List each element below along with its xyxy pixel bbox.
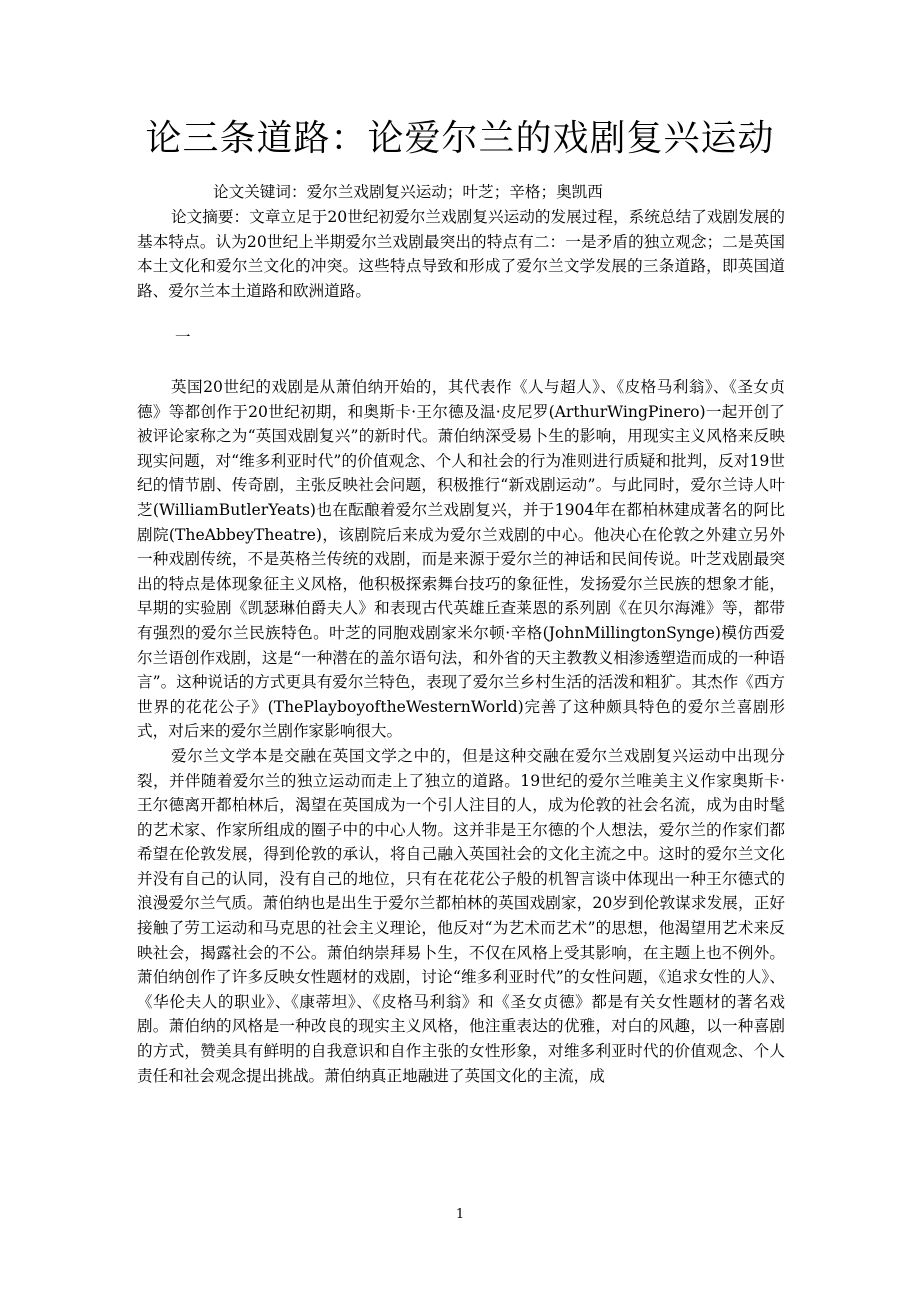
page-number: 1	[455, 1207, 465, 1222]
body-paragraph: 英国20世纪的戏剧是从萧伯纳开始的，其代表作《人与超人》、《皮格马利翁》、《圣女贞德》等都创作于20世纪初期，和奥斯卡·王尔德及温·皮尼罗(ArthurWingPinero)一起开创了被评论家称之为“英国戏剧复兴”的新时代。萧伯纳深受易卜生的影响，用现实主义风格来反映现实问题，对“维多利亚时代”的价值观念、个人和社会的行为准则进行质疑和批判，反对19世纪的情节剧、传奇剧，主张反映社会问题，积极推行“新戏剧运动”。与此同时，爱尔兰诗人叶芝(WilliamButlerYeats)也在酝酿着爱尔兰戏剧复兴，并于1904年在都柏林建成著名的阿比剧院(TheAbbeyTheatre)，该剧院后来成为爱尔兰戏剧的中心。他决心在伦敦之外建立另外一种戏剧传统，不是英格兰传统的戏剧，而是来源于爱尔兰的神话和民间传说。叶芝戏剧最突出的特点是体现象征主义风格，他积极探索舞台技巧的象征性，发扬爱尔兰民族的想象才能，早期的实验剧《凯瑟琳伯爵夫人》和表现古代英雄丘查莱恩的系列剧《在贝尔海滩》等，都带有强烈的爱尔兰民族特色。叶芝的同胞戏剧家米尔顿·辛格(JohnMillingtonSynge)模仿西爱尔兰语创作戏剧，这是“一种潜在的盖尔语句法，和外省的天主教教义相渗透塑造而成的一种语言”。这种说话的方式更具有爱尔兰特色，表现了爱尔兰乡村生活的活泼和粗犷。其杰作《西方世界的花花公子》(ThePlayboyoftheWesternWorld)完善了这种颇具特色的爱尔兰喜剧形式，对后来的爱尔兰剧作家影响很大。	[137, 378, 785, 741]
paper-title: 论三条道路：论爱尔兰的戏剧复兴运动	[145, 118, 775, 159]
body-paragraph: 爱尔兰文学本是交融在英国文学之中的，但是这种交融在爱尔兰戏剧复兴运动中出现分裂，并伴随着爱尔兰的独立运动而走上了独立的道路。19世纪的爱尔兰唯美主义作家奥斯卡·王尔德离开都柏林后，渴望在英国成为一个引人注目的人，成为伦敦的社会名流，成为由时髦的艺术家、作家所组成的圈子中的中心人物。这并非是王尔德的个人想法，爱尔兰的作家们都希望在伦敦发展，得到伦敦的承认，将自己融入英国社会的文化主流之中。这时的爱尔兰文化并没有自己的认同，没有自己的地位，只有在花花公子般的机智言谈中体现出一种王尔德式的浪漫爱尔兰气质。萧伯纳也是出生于爱尔兰都柏林的英国戏剧家，20岁到伦敦谋求发展，正好接触了劳工运动和马克思的社会主义理论，他反对“为艺术而艺术”的思想，他渴望用艺术来反映社会，揭露社会的不公。萧伯纳崇拜易卜生，不仅在风格上受其影响，在主题上也不例外。萧伯纳创作了许多反映女性题材的戏剧，讨论“维多利亚时代”的女性问题，《追求女性的人》、《华伦夫人的职业》、《康蒂坦》、《皮格马利翁》和《圣女贞德》都是有关女性题材的著名戏剧。萧伯纳的风格是一种改良的现实主义风格，他注重表达的优雅，对白的风趣，以一种喜剧的方式，赞美具有鲜明的自我意识和自作主张的女性形象，对维多利亚时代的价值观念、个人责任和社会观念提出挑战。萧伯纳真正地融进了英国文化的主流，成	[137, 746, 785, 1085]
body-text	[137, 375, 785, 1088]
keywords-line: 论文关键词：爱尔兰戏剧复兴运动；叶芝；辛格；奥凯西	[213, 183, 603, 201]
section-number: 一	[175, 328, 191, 346]
abstract-paragraph: 论文摘要：文章立足于20世纪初爱尔兰戏剧复兴运动的发展过程，系统总结了戏剧发展的基本特点。认为20世纪上半期爱尔兰戏剧最突出的特点有二：一是矛盾的独立观念；二是英国本土文化和爱尔兰文化的冲突。这些特点导致和形成了爱尔兰文学发展的三条道路，即英国道路、爱尔兰本土道路和欧洲道路。	[137, 208, 785, 300]
